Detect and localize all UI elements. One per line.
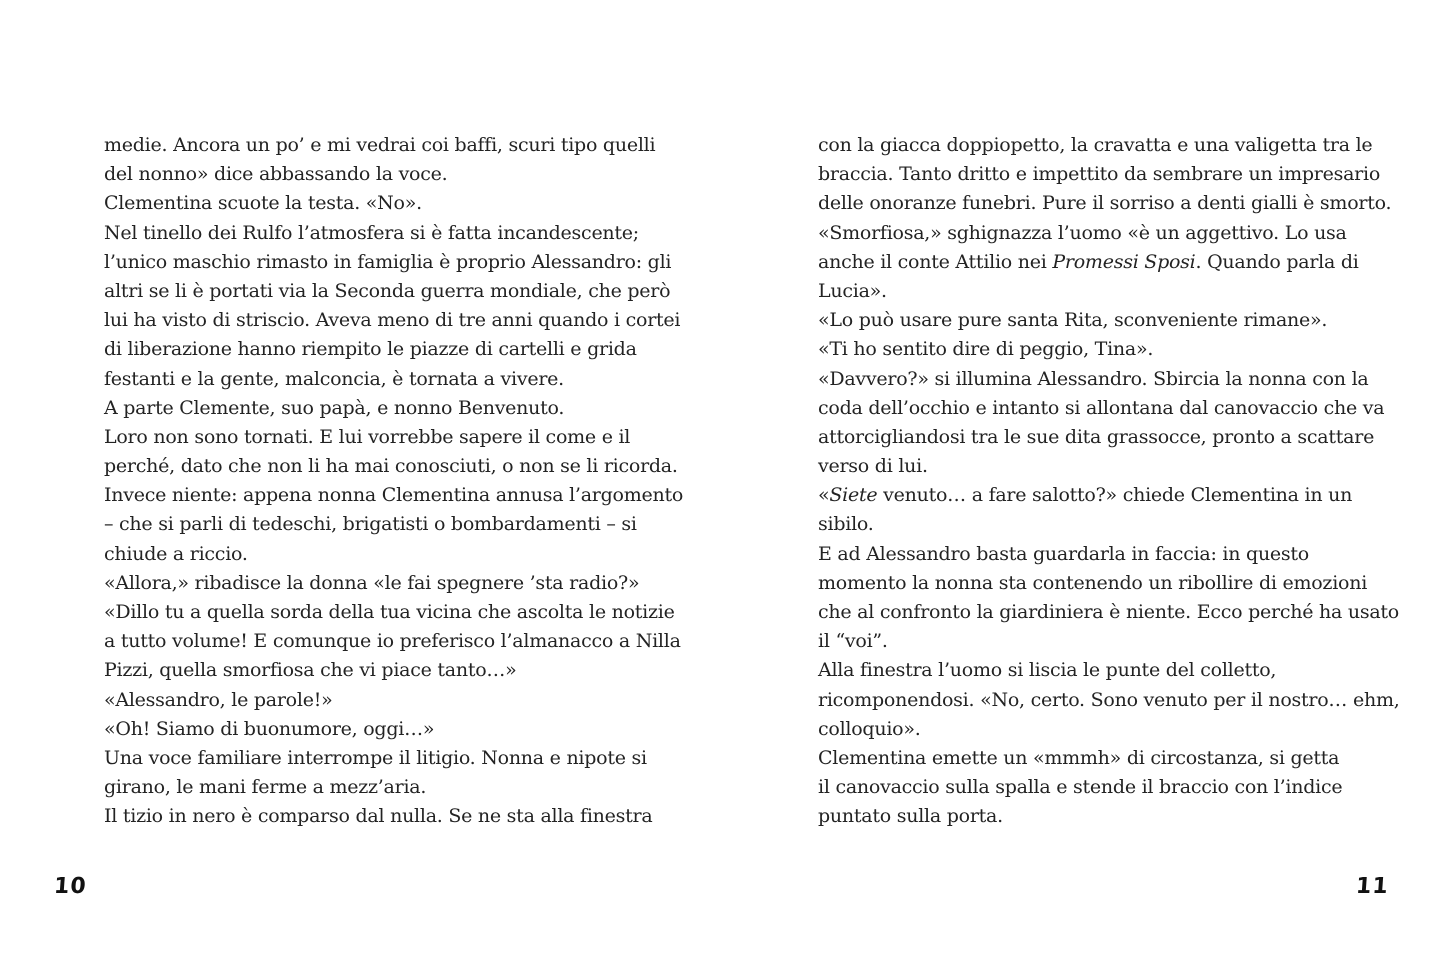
text-segment: attorcigliandosi tra le sue dita grassocce, pronto a scattare xyxy=(818,425,1375,448)
text-segment: perché, dato che non li ha mai conosciuti, o non se li ricorda. xyxy=(104,455,678,478)
text-line xyxy=(104,189,704,218)
text-line xyxy=(104,277,704,306)
text-segment: a tutto volume! E comunque io preferisco l’almanacco a Nilla xyxy=(104,630,681,653)
text-line xyxy=(104,656,704,685)
text-segment: Lucia». xyxy=(818,279,887,302)
text-segment: momento la nonna sta contenendo un ribollire di emozioni xyxy=(818,571,1368,594)
text-line xyxy=(818,656,1418,685)
text-line xyxy=(104,160,704,189)
text-line xyxy=(818,598,1418,627)
page-right xyxy=(722,0,1444,953)
page-right-text-block xyxy=(818,131,1418,832)
text-line xyxy=(818,627,1418,656)
text-segment: con la giacca doppiopetto, la cravatta e una valigetta tra le xyxy=(818,134,1373,156)
text-segment: girano, le mani ferme a mezz’aria. xyxy=(104,776,427,799)
text-segment: Invece niente: appena nonna Clementina annusa l’argomento xyxy=(104,484,684,507)
text-segment: puntato sulla porta. xyxy=(818,805,1003,828)
text-segment: colloquio». xyxy=(818,717,921,740)
text-segment: del nonno» dice abbassando la voce. xyxy=(104,163,448,186)
text-line xyxy=(104,131,704,160)
text-line xyxy=(104,540,704,569)
text-segment: di liberazione hanno riempito le piazze di cartelli e grida xyxy=(104,338,637,361)
text-segment: «Smorfiosa,» sghignazza l’uomo «è un aggettivo. Lo usa xyxy=(818,221,1347,244)
text-segment: Loro non sono tornati. E lui vorrebbe sapere il come e il xyxy=(104,425,631,448)
text-line xyxy=(818,365,1418,394)
text-segment: chiude a riccio. xyxy=(104,542,248,565)
text-line xyxy=(818,773,1418,802)
text-line xyxy=(818,423,1418,452)
text-segment: venuto… a fare salotto?» chiede Clementina in un xyxy=(877,484,1353,507)
text-line xyxy=(818,715,1418,744)
text-line xyxy=(104,773,704,802)
text-segment: «Lo può usare pure santa Rita, sconveniente rimane». xyxy=(818,309,1328,332)
text-segment-italic: Siete xyxy=(829,484,878,507)
text-segment: medie. Ancora un po’ e mi vedrai coi baffi, scuri tipo quelli xyxy=(104,134,656,156)
text-segment: anche il conte Attilio nei xyxy=(818,250,1053,273)
text-line xyxy=(104,335,704,364)
text-line xyxy=(104,248,704,277)
text-line xyxy=(818,569,1418,598)
text-segment: l’unico maschio rimasto in famiglia è proprio Alessandro: gli xyxy=(104,250,672,273)
page-left xyxy=(0,0,722,953)
text-line xyxy=(818,248,1418,277)
text-segment: – che si parli di tedeschi, brigatisti o bombardamenti – si xyxy=(104,513,637,536)
text-line xyxy=(818,335,1418,364)
text-segment: « xyxy=(818,484,830,507)
text-line xyxy=(818,394,1418,423)
text-line xyxy=(104,452,704,481)
text-line xyxy=(818,540,1418,569)
text-line xyxy=(818,277,1418,306)
text-segment: Clementina scuote la testa. «No». xyxy=(104,192,422,215)
text-line xyxy=(818,131,1418,160)
text-line xyxy=(104,306,704,335)
text-segment: altri se li è portati via la Seconda guerra mondiale, che però xyxy=(104,279,671,302)
text-segment: che al confronto la giardiniera è niente. Ecco perché ha usato xyxy=(818,601,1399,623)
text-segment: ricomponendosi. «No, certo. Sono venuto per il nostro… ehm, xyxy=(818,688,1400,711)
text-line xyxy=(104,598,704,627)
text-segment: «Davvero?» si illumina Alessandro. Sbircia la nonna con la xyxy=(818,367,1369,390)
text-segment: . Quando parla di xyxy=(1195,250,1359,273)
text-segment: E ad Alessandro basta guardarla in faccia: in questo xyxy=(818,542,1310,565)
text-segment-italic: Promessi Sposi xyxy=(1052,250,1196,273)
text-line xyxy=(818,452,1418,481)
text-segment: «Dillo tu a quella sorda della tua vicina che ascolta le notizie xyxy=(104,601,675,623)
text-line xyxy=(818,744,1418,773)
text-line xyxy=(818,510,1418,539)
page-left-text-block xyxy=(104,131,704,832)
text-segment: sibilo. xyxy=(818,513,874,536)
text-line xyxy=(818,802,1418,831)
text-line xyxy=(104,802,704,831)
text-segment: «Ti ho sentito dire di peggio, Tina». xyxy=(818,338,1154,361)
page-number-right: 11 xyxy=(1355,874,1390,899)
text-line xyxy=(104,627,704,656)
text-line xyxy=(104,394,704,423)
text-segment: verso di lui. xyxy=(818,455,928,478)
text-segment: lui ha visto di striscio. Aveva meno di tre anni quando i cortei xyxy=(104,309,681,332)
text-line xyxy=(104,569,704,598)
text-line xyxy=(104,219,704,248)
text-segment: Alla finestra l’uomo si liscia le punte del colletto, xyxy=(818,659,1277,682)
text-segment: Clementina emette un «mmmh» di circostanza, si getta xyxy=(818,746,1340,769)
page-number-left: 10 xyxy=(53,874,88,899)
text-line xyxy=(104,715,704,744)
text-segment: Una voce familiare interrompe il litigio. Nonna e nipote si xyxy=(104,746,647,769)
text-line xyxy=(104,365,704,394)
text-segment: Nel tinello dei Rulfo l’atmosfera si è fatta incandescente; xyxy=(104,221,639,244)
text-segment: Pizzi, quella smorfiosa che vi piace tanto…» xyxy=(104,659,517,682)
text-line xyxy=(818,189,1418,218)
text-line xyxy=(104,423,704,452)
text-line xyxy=(104,686,704,715)
text-line xyxy=(818,686,1418,715)
text-segment: delle onoranze funebri. Pure il sorriso a denti gialli è smorto. xyxy=(818,192,1392,215)
text-line xyxy=(104,510,704,539)
text-segment: «Alessandro, le parole!» xyxy=(104,688,333,711)
text-segment: coda dell’occhio e intanto si allontana dal canovaccio che va xyxy=(818,396,1385,419)
text-line xyxy=(818,481,1418,510)
text-line xyxy=(818,219,1418,248)
text-segment: il canovaccio sulla spalla e stende il braccio con l’indice xyxy=(818,776,1343,799)
text-line xyxy=(818,306,1418,335)
text-segment: «Allora,» ribadisce la donna «le fai spegnere ’sta radio?» xyxy=(104,571,640,594)
text-segment: il “voi”. xyxy=(818,630,888,653)
text-segment: «Oh! Siamo di buonumore, oggi…» xyxy=(104,717,435,740)
text-line xyxy=(818,160,1418,189)
text-line xyxy=(104,481,704,510)
text-segment: braccia. Tanto dritto e impettito da sembrare un impresario xyxy=(818,163,1381,186)
text-segment: Il tizio in nero è comparso dal nulla. Se ne sta alla finestra xyxy=(104,805,653,828)
text-segment: festanti e la gente, malconcia, è tornata a vivere. xyxy=(104,367,564,390)
text-segment: A parte Clemente, suo papà, e nonno Benvenuto. xyxy=(104,396,565,419)
text-line xyxy=(104,744,704,773)
